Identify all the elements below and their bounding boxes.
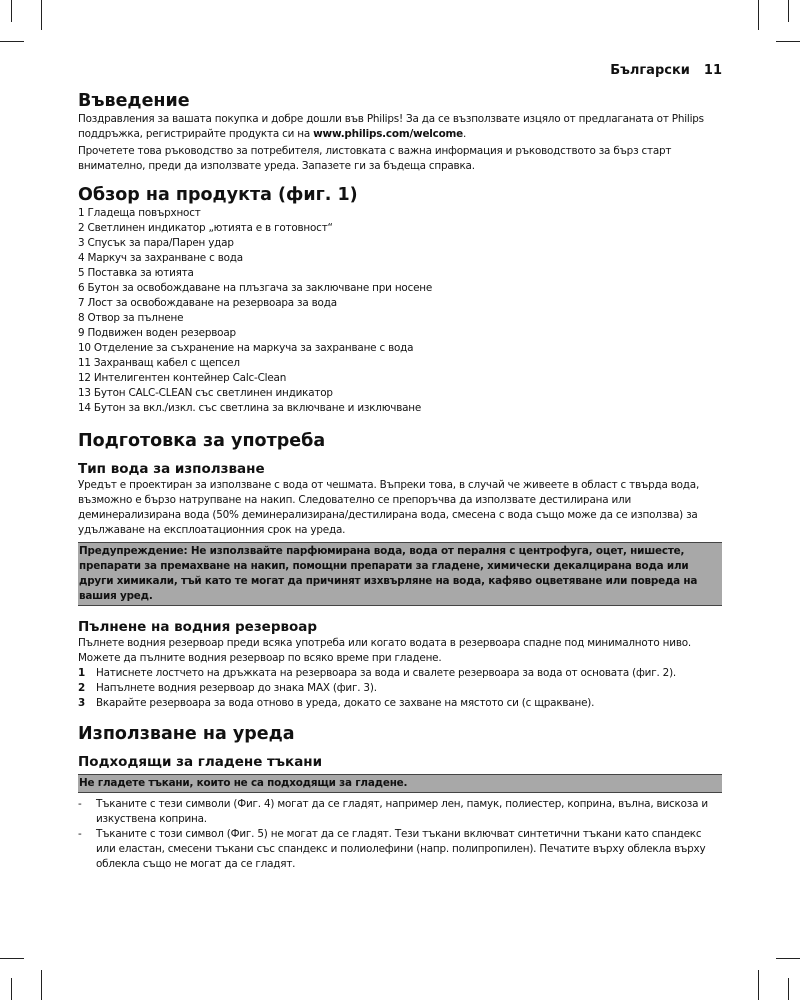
parts-list-item: 7 Лост за освобождаване на резервоара за вода xyxy=(78,297,337,309)
parts-list-item: 4 Маркуч за захранване с вода xyxy=(78,252,243,264)
bullet-text: Тъканите с тези символи (Фиг. 4) могат да се гладят, например лен, памук, полиестер, коприна, вълна, вискоза и изкуствена коприна. xyxy=(96,798,708,825)
parts-list-item: 12 Интелигентен контейнер Calc-Clean xyxy=(78,372,287,384)
parts-list-item: 2 Светлинен индикатор „ютията е в готовност“ xyxy=(78,222,333,234)
step-item xyxy=(78,696,722,711)
step-item xyxy=(78,681,722,696)
crop-mark xyxy=(0,41,24,42)
parts-list-item: 6 Бутон за освобождаване на плъзгача за заключване при носене xyxy=(78,282,433,294)
step-number: 1 xyxy=(78,667,86,679)
prep-heading: Подготовка за употреба xyxy=(78,431,326,451)
fabrics-list xyxy=(78,797,722,872)
parts-list-item: 14 Бутон за вкл./изкл. със светлина за включване и изключване xyxy=(78,402,422,414)
step-text: Вкарайте резервоара за вода отново в уреда, докато се захване на мястото си (с щракване). xyxy=(96,697,595,709)
warning-box: Предупреждение: Не използвайте парфюмирана вода, вода от пералня с центрофуга, оцет, нишесте, препарати за премахване на накип, помощни препарати за гладене, химически декалцирана вода или други химикали, тъй като те могат да причинят изхвърляне на вода, кафяво оцветяване или повреда на вашия уред. xyxy=(78,542,722,606)
intro-paragraph-1 xyxy=(78,112,722,142)
crop-mark xyxy=(41,970,42,1000)
fill-tank-text: Пълнете водния резервоар преди всяка употреба или когато водата в резервоара спадне под минималното ниво. Можете да пълните водния резервоар по всяко време при гладене. xyxy=(78,637,692,664)
water-type-text: Уредът е проектиран за използване с вода от чешмата. Въпреки това, в случай че живеете в област с твърда вода, възможно е бързо натрупване на накип. Следователно се препоръчва да използвате дестилирана или деминерализирана вода (50% деминерализирана/дестилирана вода, смесена с вода също може да се използва) за удължаване на експлоатационния срок на уреда. xyxy=(78,479,700,536)
use-heading: Използване на уреда xyxy=(78,724,295,744)
intro-heading: Въведение xyxy=(78,91,190,111)
parts-list-item: 5 Поставка за ютията xyxy=(78,267,194,279)
step-text: Напълнете водния резервоар до знака MAX (фиг. 3). xyxy=(96,682,377,694)
parts-list-item: 9 Подвижен воден резервоар xyxy=(78,327,236,339)
intro-paragraph-2: Прочетете това ръководство за потребителя, листовката с важна информация и ръководството за бърз старт внимателно, преди да използвате уреда. Запазете ги за бъдеща справка. xyxy=(78,145,672,172)
manual-page xyxy=(78,60,722,872)
fabrics-heading: Подходящи за гладене тъкани xyxy=(78,754,323,770)
water-type-heading: Тип вода за използване xyxy=(78,461,265,477)
bullet-item xyxy=(78,797,722,827)
crop-mark xyxy=(758,0,759,30)
bullet-dash: - xyxy=(78,798,82,810)
crop-mark xyxy=(11,0,12,22)
crop-mark xyxy=(41,0,42,30)
crop-mark xyxy=(0,958,24,959)
intro-text: Поздравления за вашата покупка и добре дошли във Philips! За да се възползвате изцяло от предлаганата от Philips поддръжка, регистрирайте продукта си на xyxy=(78,113,704,140)
parts-list-item: 8 Отвор за пълнене xyxy=(78,312,184,324)
page-number: 11 xyxy=(703,63,722,78)
welcome-link[interactable]: www.philips.com/welcome xyxy=(313,128,464,140)
step-item xyxy=(78,666,722,681)
fabrics-warning-box: Не гладете тъкани, които не са подходящи за гладене. xyxy=(78,774,722,793)
fill-steps xyxy=(78,666,722,711)
overview-heading: Обзор на продукта (фиг. 1) xyxy=(78,185,358,205)
crop-mark xyxy=(788,978,789,1000)
intro-text-end: . xyxy=(463,128,467,140)
bullet-dash: - xyxy=(78,828,82,840)
parts-list-item: 3 Спусък за пара/Парен удар xyxy=(78,237,234,249)
crop-mark xyxy=(776,958,800,959)
parts-list-item: 11 Захранващ кабел с щепсел xyxy=(78,357,240,369)
bullet-item xyxy=(78,827,722,872)
fill-tank-heading: Пълнене на водния резервоар xyxy=(78,619,318,635)
step-text: Натиснете лостчето на дръжката на резервоара за вода и свалете резервоара за вода от основата (фиг. 2). xyxy=(96,667,677,679)
language-label: Български xyxy=(610,63,690,78)
step-number: 3 xyxy=(78,697,86,709)
parts-list xyxy=(78,206,722,416)
page-header xyxy=(610,63,722,78)
parts-list-item: 1 Гладеща повърхност xyxy=(78,207,201,219)
step-number: 2 xyxy=(78,682,86,694)
parts-list-item: 13 Бутон CALC-CLEAN със светлинен индикатор xyxy=(78,387,333,399)
parts-list-item: 10 Отделение за съхранение на маркуча за захранване с вода xyxy=(78,342,414,354)
crop-mark xyxy=(788,0,789,22)
crop-mark xyxy=(776,41,800,42)
bullet-text: Тъканите с този символ (Фиг. 5) не могат да се гладят. Тези тъкани включват синтетични тъкани като спандекс или еластан, смесени тъкани със спандекс и полиолефини (напр. полипропилен). Печатите върху облекла върху облекла също не могат да се гладят. xyxy=(96,828,706,870)
crop-mark xyxy=(758,970,759,1000)
crop-mark xyxy=(11,978,12,1000)
